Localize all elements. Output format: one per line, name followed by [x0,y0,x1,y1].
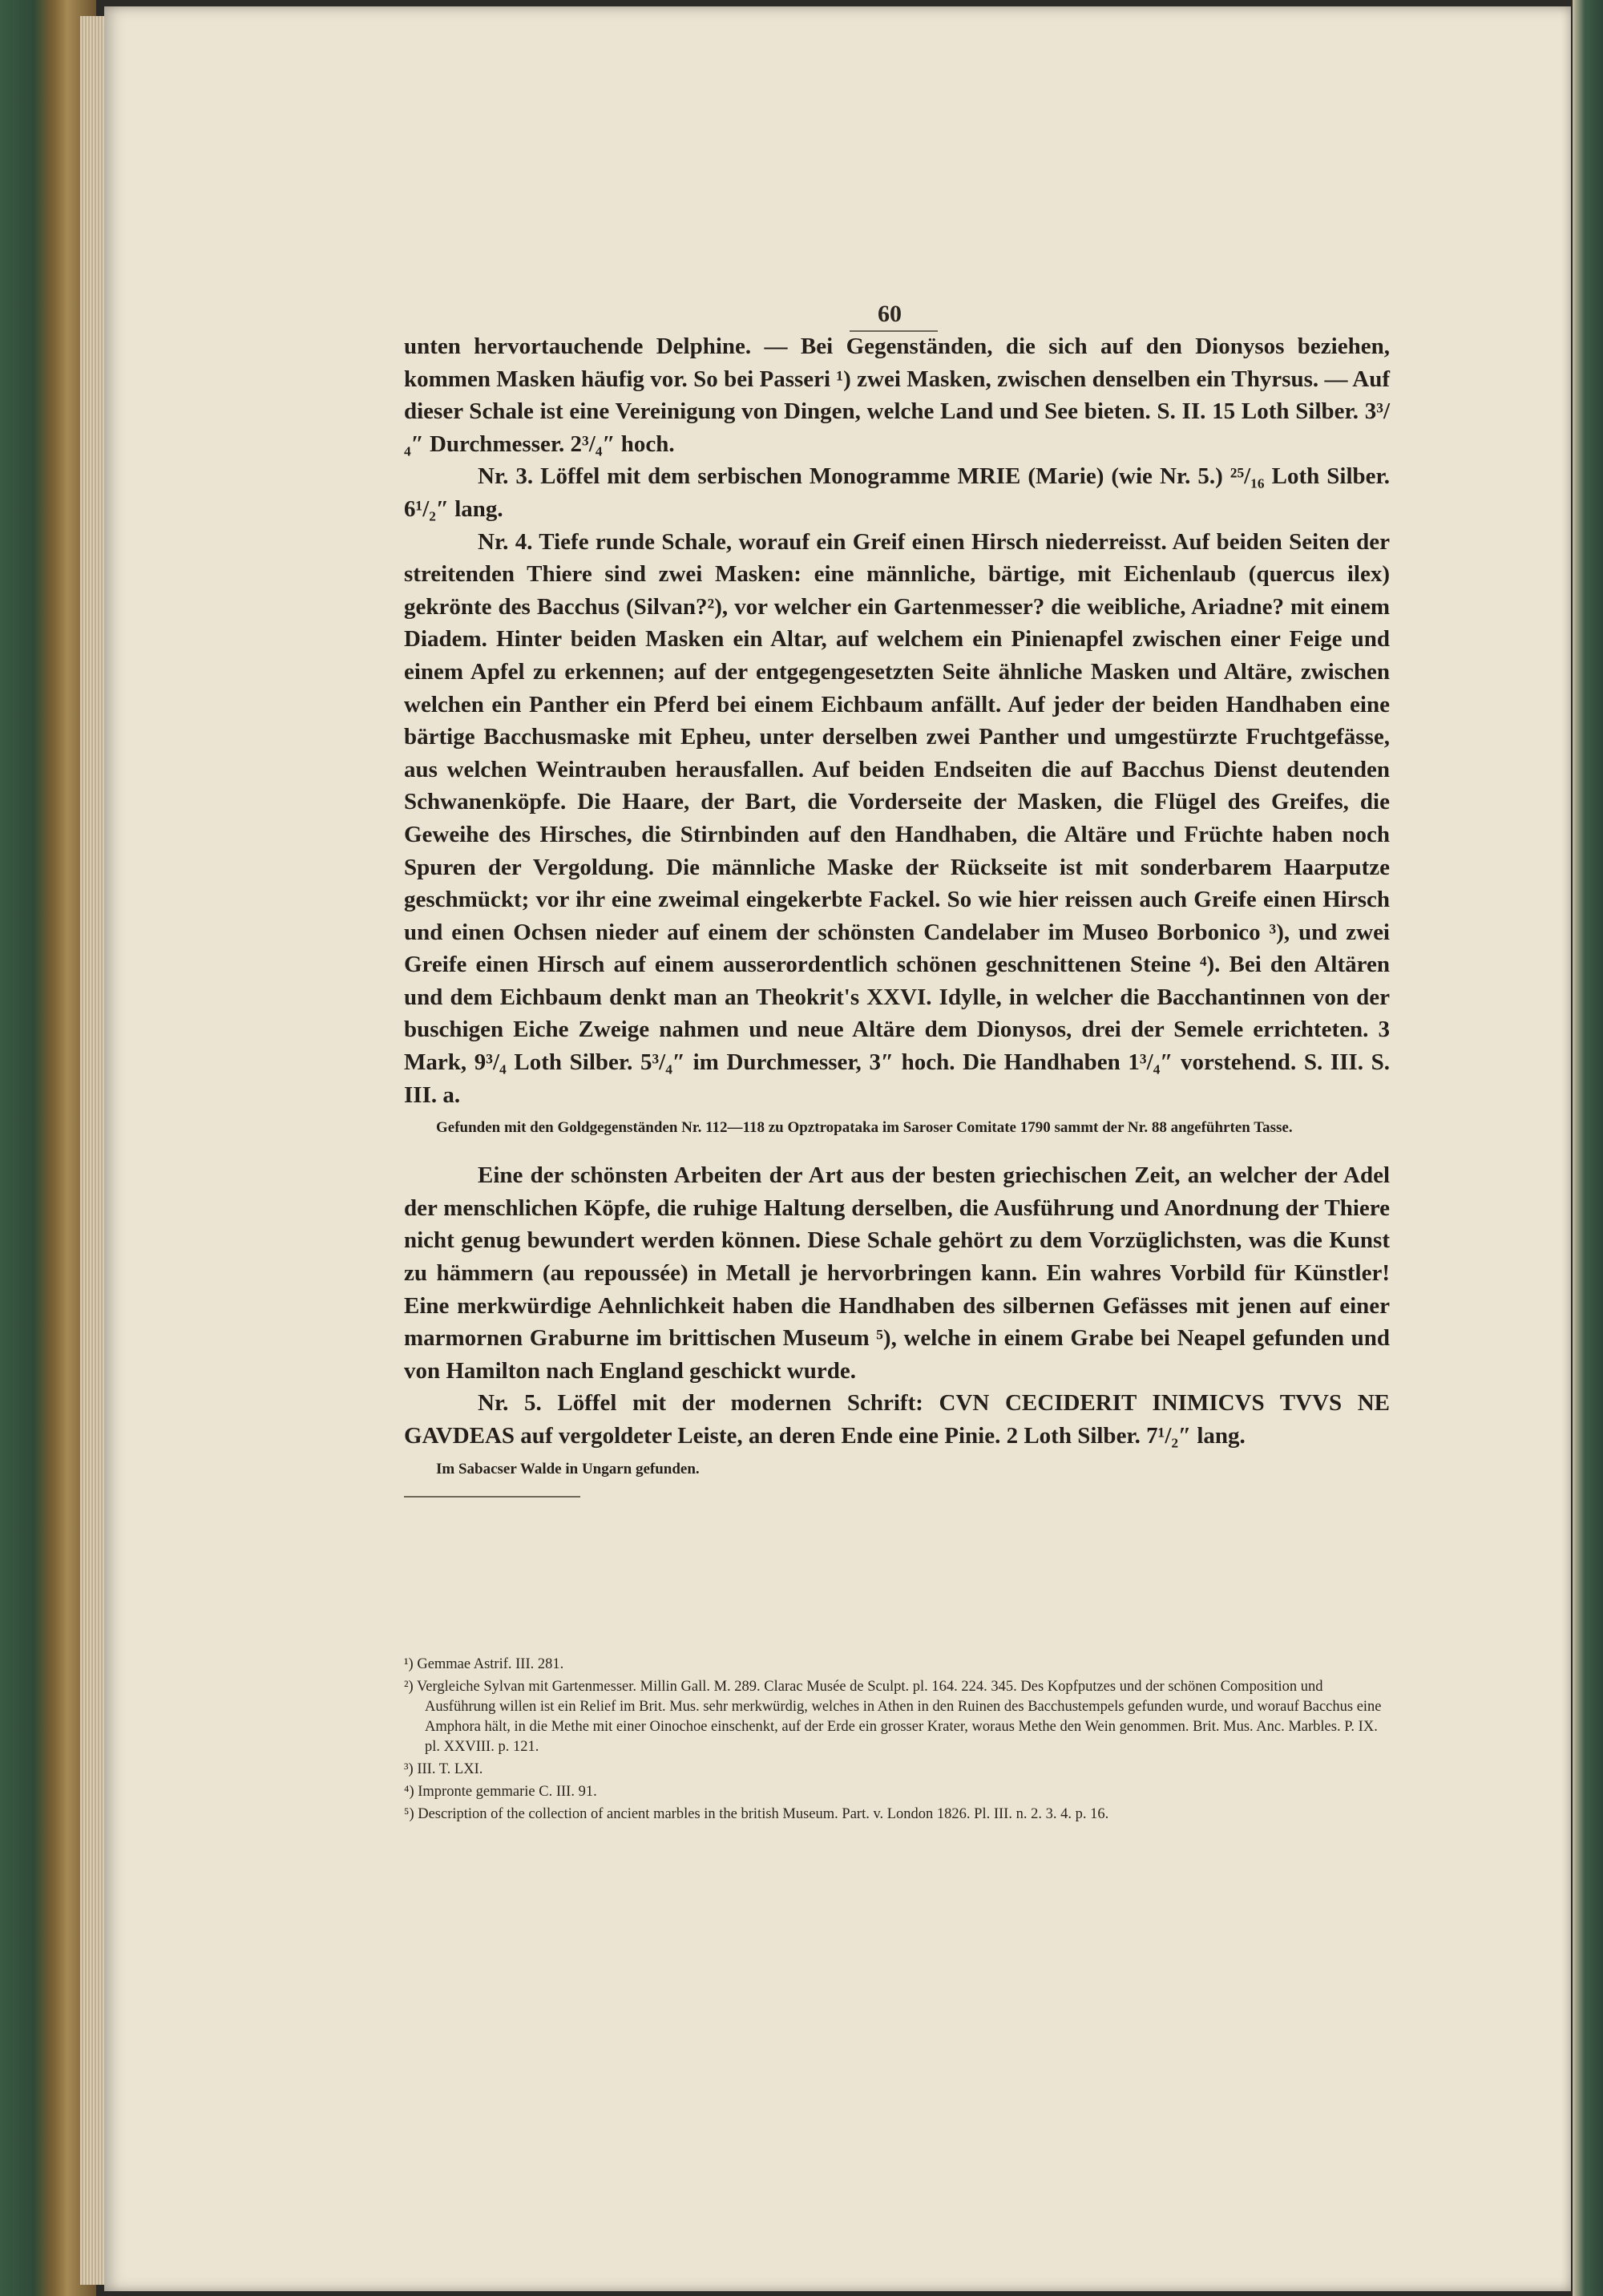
footnote-3: ³) III. T. LXI. [404,1761,483,1777]
paragraph-1: unten hervortauchende Delphine. — Bei Gegenständen, die sich auf den Dionysos beziehen, kommen Masken häufig vor. So bei Passeri ¹) zwei Masken, zwischen denselben ein Thyrsus. — Auf dieser Schale ist eine Vereinigung von Dingen, welche Land und See bieten. S. II. 15 Loth Silber. 3³/₄″ Durchmesser. 2³/₄″ hoch. [404,333,1390,457]
page-number: 60 [878,301,902,327]
footnote-5: ⁵) Description of the collection of ancient marbles in the british Museum. Part. v. London 1826. Pl. III. n. 2. 3. 4. p. 16. [404,1806,1109,1822]
paragraph-4: Eine der schönsten Arbeiten der Art aus der besten griechischen Zeit, an welcher der Adel der menschlichen Köpfe, die ruhige Haltung derselben, die Ausführung und Anordnung der Thiere nicht genug bewundert werden können. Diese Schale gehört zu dem Vorzüglichsten, was die Kunst zu hämmern (au repoussée) in Metall je hervorbringen kann. Ein wahres Vorbild für Künstler! Eine merkwürdige Aehnlichkeit haben die Handhaben des silbernen Gefässes mit jenen auf einer marmornen Graburne im brittischen Museum ⁵), welche in einem Grabe bei Neapel gefunden und von Hamilton nach England geschickt wurde. [404,1162,1390,1384]
main-text [404,330,1390,1506]
find-note-2: Im Sabacser Walde in Ungarn gefunden. [436,1460,700,1477]
book-cover-right [1573,0,1603,2296]
paragraph-5: Nr. 5. Löffel mit der modernen Schrift: CVN CECIDERIT INIMICVS TVVS NE GAVDEAS auf vergoldeter Leiste, an deren Ende eine Pinie. 2 Loth Silber. 7¹/₂″ lang. [404,1390,1390,1449]
find-note-1: Gefunden mit den Goldgegenständen Nr. 112—118 zu Opztropataka im Saroser Comitate 1790 sammt der Nr. 88 angeführten Tasse. [436,1119,1293,1137]
footnote-2: ²) Vergleiche Sylvan mit Gartenmesser. Millin Gall. M. 289. Clarac Musée de Sculpt. pl. 164. 224. 345. Des Kopfputzes und der schönen Composition und Ausführung willen ist ein Relief im Brit. Mus. sehr merkwürdig, welches in Athen in den Ruinen des Bacchustempels gefunden wurde, und worauf Bacchus eine Amphora hält, in die Methe mit einer Oinochoe einschenkt, auf der Erde ein grosser Krater, woraus Methe den Wein genommen. Brit. Mus. Anc. Marbles. P. IX. pl. XXVIII. p. 121. [404,1679,1382,1755]
footnotes [404,1655,1390,1827]
paragraph-2: Nr. 3. Löffel mit dem serbischen Monogramme MRIE (Marie) (wie Nr. 5.) ²⁵/₁₆ Loth Silber. 6¹/₂″ lang. [404,463,1390,522]
paragraph-3: Nr. 4. Tiefe runde Schale, worauf ein Greif einen Hirsch niederreisst. Auf beiden Seiten der streitenden Thiere sind zwei Masken: eine männliche, bärtige, mit Eichenlaub (quercus ilex) gekrönte des Bacchus (Silvan?²), vor welcher ein Gartenmesser? die weibliche, Ariadne? mit einem Diadem. Hinter beiden Masken ein Altar, auf welchem ein Pinienapfel zwischen einer Feige und einem Apfel zu erkennen; auf der entgegengesetzten Seite ähnliche Masken und Altäre, zwischen welchen ein Panther ein Pferd bei einem Eichbaum anfällt. Auf jeder der beiden Handhaben eine bärtige Bacchusmaske mit Epheu, unter derselben zwei Panther und umgestürzte Fruchtgefässe, aus welchen Weintrauben herausfallen. Auf beiden Endseiten die auf Bacchus Dienst deutenden Schwanenköpfe. Die Haare, der Bart, die Vorderseite der Masken, die Flügel des Greifes, die Geweihe des Hirsches, die Stirnbinden auf den Handhaben, die Altäre und Früchte haben noch Spuren der Vergoldung. Die männliche Maske der Rückseite ist mit sonderbarem Haarputze geschmückt; vor ihr eine zweimal eingekerbte Fackel. So wie hier reissen auch Greife einen Hirsch und einen Ochsen nieder auf einem der schönsten Candelaber im Museo Borbonico ³), und zwei Greife einen Hirsch auf einem ausserordentlich schönen geschnittenen Steine ⁴). Bei den Altären und dem Eichbaum denkt man an Theokrit's XXVI. Idylle, in welcher die Bacchantinnen von der buschigen Eiche Zweige nahmen und neue Altäre dem Dionysos, drei der Semele errichteten. 3 Mark, 9³/₄ Loth Silber. 5³/₄″ im Durchmesser, 3″ hoch. Die Handhaben 1³/₄″ vorstehend. S. III. S. III. a. [404,528,1390,1108]
footnote-1: ¹) Gemmae Astrif. III. 281. [404,1656,564,1672]
footnote-rule [404,1496,580,1498]
footnote-4: ⁴) Impronte gemmarie C. III. 91. [404,1784,597,1800]
